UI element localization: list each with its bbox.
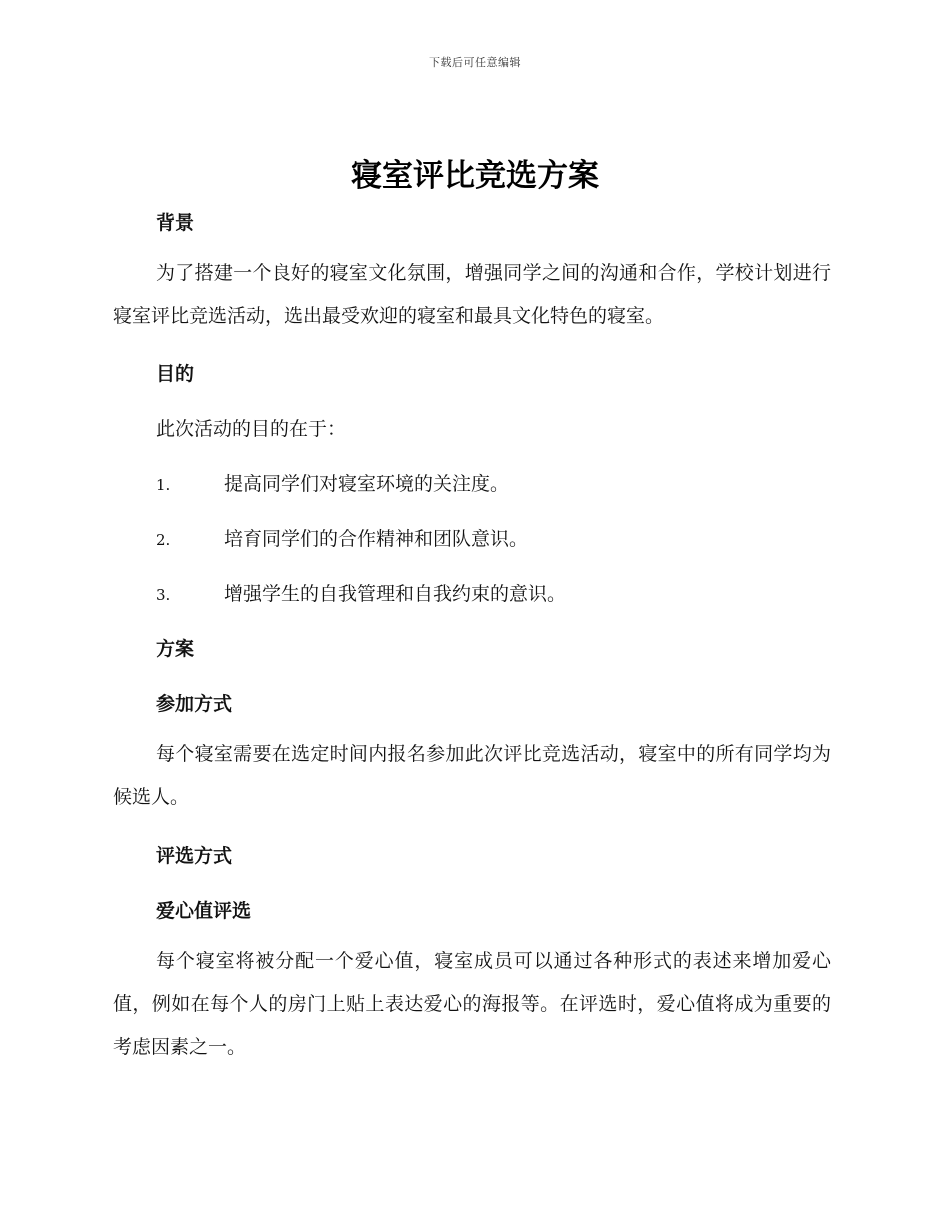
list-item-text: 培育同学们的合作精神和团队意识。 [224,528,529,550]
list-item-number: 3. [156,586,171,604]
section-heading-background: 背景 [156,212,195,234]
purpose-intro: 此次活动的目的在于： [156,418,347,440]
subheading-participation: 参加方式 [156,693,233,715]
list-item-number: 2. [156,531,171,549]
participation-paragraph: 每个寝室需要在选定时间内报名参加此次评比竞选活动，寝室中的所有同学均为候选人。 [113,743,831,808]
subheading-selection: 评选方式 [156,845,233,867]
list-item-number: 1. [156,476,171,494]
subheading-love-value: 爱心值评选 [156,900,252,922]
page-title: 寝室评比竞选方案 [351,158,599,194]
list-item-text: 提高同学们对寝室环境的关注度。 [224,473,510,495]
section-heading-purpose: 目的 [156,363,195,385]
list-item [156,524,528,551]
section-heading-plan: 方案 [156,638,195,660]
list-item [156,579,566,606]
list-item [156,469,509,496]
header-note: 下载后可任意编辑 [429,56,521,69]
love-value-paragraph: 每个寝室将被分配一个爱心值，寝室成员可以通过各种形式的表述来增加爱心值，例如在每个人的房门上贴上表达爱心的海报等。在评选时，爱心值将成为重要的考虑因素之一。 [113,950,831,1058]
list-item-text: 增强学生的自我管理和自我约束的意识。 [224,583,567,605]
background-paragraph: 为了搭建一个良好的寝室文化氛围，增强同学之间的沟通和合作，学校计划进行寝室评比竞选活动，选出最受欢迎的寝室和最具文化特色的寝室。 [113,262,831,327]
